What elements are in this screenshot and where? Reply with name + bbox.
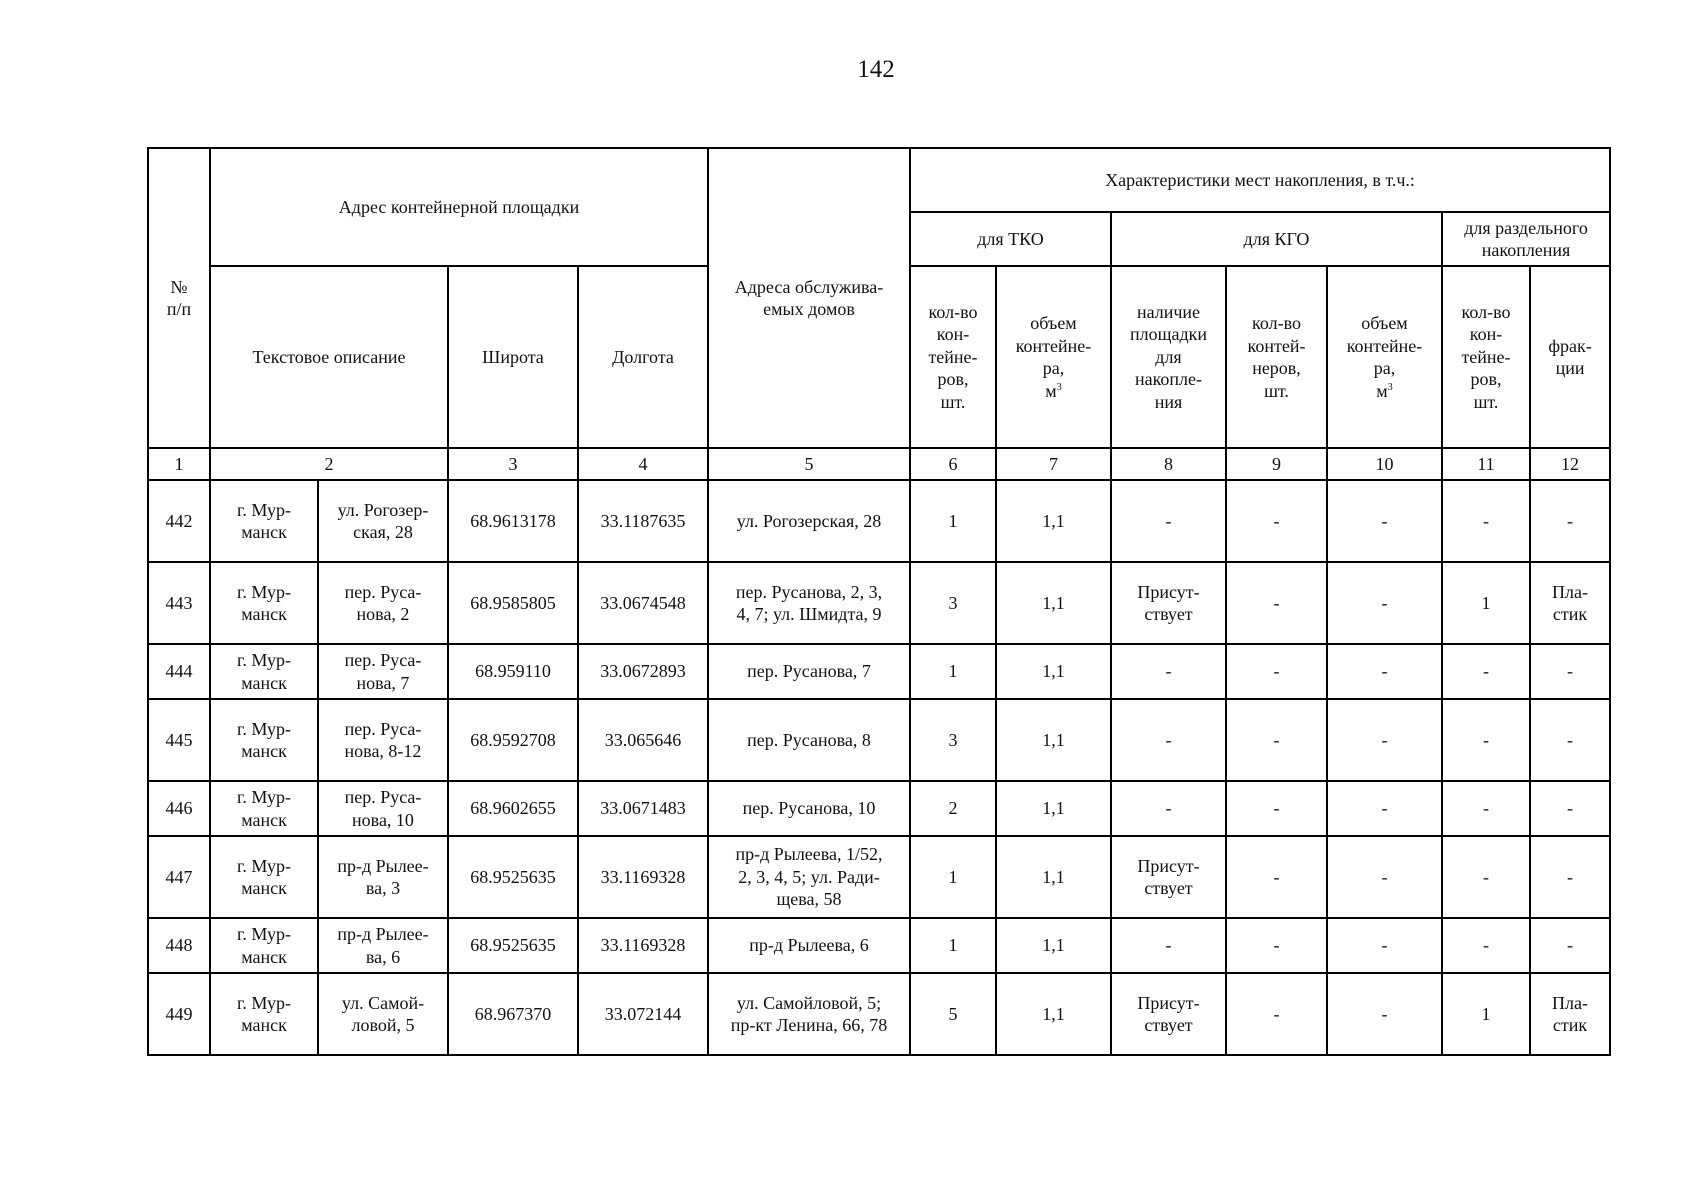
row-latitude: 68.9585805 — [448, 562, 578, 644]
row-kgo-count: - — [1226, 699, 1327, 781]
row-sep-fractions: - — [1530, 836, 1610, 918]
row-latitude: 68.9613178 — [448, 480, 578, 562]
column-number: 6 — [910, 448, 996, 480]
row-sep-fractions: Пла- стик — [1530, 973, 1610, 1055]
row-street: пер. Руса- нова, 8-12 — [318, 699, 448, 781]
row-number: 447 — [148, 836, 210, 918]
row-city: г. Мур- манск — [210, 973, 318, 1055]
row-longitude: 33.0672893 — [578, 644, 708, 699]
row-sep-count: - — [1442, 699, 1530, 781]
header-served-houses: Адреса обслужива- емых домов — [708, 148, 910, 448]
row-tko-volume: 1,1 — [996, 562, 1111, 644]
row-kgo-site: - — [1111, 781, 1226, 836]
table-row — [148, 836, 1610, 918]
row-sep-fractions: - — [1530, 480, 1610, 562]
row-tko-count: 1 — [910, 480, 996, 562]
row-sep-count: 1 — [1442, 562, 1530, 644]
row-kgo-site: Присут- ствует — [1111, 562, 1226, 644]
row-street: пер. Руса- нова, 7 — [318, 644, 448, 699]
header-address-group: Адрес контейнерной площадки — [210, 148, 708, 266]
row-tko-volume: 1,1 — [996, 836, 1111, 918]
header-kgo-volume-unit: 3 — [1387, 381, 1393, 393]
header-longitude: Долгота — [578, 266, 708, 448]
row-sep-count: - — [1442, 644, 1530, 699]
table-row — [148, 644, 1610, 699]
row-street: ул. Рогозер- ская, 28 — [318, 480, 448, 562]
header-tko-volume-label: объем контейне- ра, м — [1015, 313, 1092, 401]
row-city: г. Мур- манск — [210, 562, 318, 644]
table-header — [148, 148, 1610, 480]
container-sites-table — [147, 147, 1611, 1056]
row-sep-count: - — [1442, 836, 1530, 918]
column-number: 10 — [1327, 448, 1442, 480]
row-kgo-volume: - — [1327, 836, 1442, 918]
column-number: 8 — [1111, 448, 1226, 480]
column-number: 9 — [1226, 448, 1327, 480]
row-sep-count: - — [1442, 918, 1530, 973]
column-number: 5 — [708, 448, 910, 480]
row-sep-fractions: Пла- стик — [1530, 562, 1610, 644]
row-tko-volume: 1,1 — [996, 781, 1111, 836]
row-city: г. Мур- манск — [210, 918, 318, 973]
table-row — [148, 781, 1610, 836]
row-kgo-site: - — [1111, 918, 1226, 973]
row-latitude: 68.967370 — [448, 973, 578, 1055]
column-numbers-row — [148, 448, 1610, 480]
row-kgo-volume: - — [1327, 562, 1442, 644]
row-street: ул. Самой- ловой, 5 — [318, 973, 448, 1055]
row-tko-volume: 1,1 — [996, 644, 1111, 699]
header-tko-volume — [996, 266, 1111, 448]
table-row — [148, 699, 1610, 781]
row-kgo-count: - — [1226, 480, 1327, 562]
row-kgo-volume: - — [1327, 480, 1442, 562]
header-tko-volume-unit: 3 — [1056, 381, 1062, 393]
header-kgo-volume — [1327, 266, 1442, 448]
row-latitude: 68.959110 — [448, 644, 578, 699]
row-latitude: 68.9602655 — [448, 781, 578, 836]
header-kgo: для КГО — [1111, 212, 1442, 266]
table-row — [148, 480, 1610, 562]
row-kgo-count: - — [1226, 836, 1327, 918]
row-kgo-count: - — [1226, 562, 1327, 644]
row-number: 449 — [148, 973, 210, 1055]
row-kgo-volume: - — [1327, 918, 1442, 973]
row-tko-count: 5 — [910, 973, 996, 1055]
header-kgo-site: наличие площадки для накопле- ния — [1111, 266, 1226, 448]
table-row — [148, 918, 1610, 973]
column-number: 2 — [210, 448, 448, 480]
row-tko-count: 1 — [910, 836, 996, 918]
row-longitude: 33.0674548 — [578, 562, 708, 644]
row-street: пер. Руса- нова, 10 — [318, 781, 448, 836]
row-longitude: 33.072144 — [578, 973, 708, 1055]
table-row — [148, 562, 1610, 644]
column-number: 12 — [1530, 448, 1610, 480]
column-number: 11 — [1442, 448, 1530, 480]
row-kgo-count: - — [1226, 781, 1327, 836]
row-number: 445 — [148, 699, 210, 781]
row-tko-volume: 1,1 — [996, 480, 1111, 562]
row-street: пр-д Рылее- ва, 3 — [318, 836, 448, 918]
table-body — [148, 480, 1610, 1055]
header-sep-count: кол-во кон- тейне- ров, шт. — [1442, 266, 1530, 448]
row-sep-fractions: - — [1530, 644, 1610, 699]
header-latitude: Широта — [448, 266, 578, 448]
header-tko: для ТКО — [910, 212, 1111, 266]
row-sep-count: 1 — [1442, 973, 1530, 1055]
row-kgo-site: - — [1111, 644, 1226, 699]
row-kgo-site: - — [1111, 699, 1226, 781]
row-sep-fractions: - — [1530, 781, 1610, 836]
row-served-houses: пр-д Рылеева, 6 — [708, 918, 910, 973]
header-kgo-volume-label: объем контейне- ра, м — [1346, 313, 1423, 401]
row-tko-count: 3 — [910, 699, 996, 781]
row-sep-count: - — [1442, 781, 1530, 836]
header-text-description: Текстовое описание — [210, 266, 448, 448]
row-latitude: 68.9525635 — [448, 836, 578, 918]
header-sep-fractions: фрак- ции — [1530, 266, 1610, 448]
row-served-houses: ул. Рогозерская, 28 — [708, 480, 910, 562]
row-street: пер. Руса- нова, 2 — [318, 562, 448, 644]
row-longitude: 33.1187635 — [578, 480, 708, 562]
row-latitude: 68.9525635 — [448, 918, 578, 973]
row-number: 444 — [148, 644, 210, 699]
row-served-houses: пер. Русанова, 2, 3, 4, 7; ул. Шмидта, 9 — [708, 562, 910, 644]
row-kgo-count: - — [1226, 644, 1327, 699]
row-kgo-count: - — [1226, 973, 1327, 1055]
row-sep-count: - — [1442, 480, 1530, 562]
row-tko-count: 1 — [910, 644, 996, 699]
row-tko-count: 1 — [910, 918, 996, 973]
row-number: 448 — [148, 918, 210, 973]
row-kgo-volume: - — [1327, 699, 1442, 781]
row-served-houses: пер. Русанова, 7 — [708, 644, 910, 699]
row-kgo-volume: - — [1327, 973, 1442, 1055]
row-served-houses: пер. Русанова, 8 — [708, 699, 910, 781]
row-city: г. Мур- манск — [210, 480, 318, 562]
header-num: № п/п — [148, 148, 210, 448]
row-latitude: 68.9592708 — [448, 699, 578, 781]
column-number: 7 — [996, 448, 1111, 480]
row-tko-volume: 1,1 — [996, 918, 1111, 973]
row-kgo-volume: - — [1327, 644, 1442, 699]
row-number: 443 — [148, 562, 210, 644]
column-number: 3 — [448, 448, 578, 480]
header-kgo-count: кол-во контей- неров, шт. — [1226, 266, 1327, 448]
row-longitude: 33.1169328 — [578, 836, 708, 918]
row-kgo-volume: - — [1327, 781, 1442, 836]
row-city: г. Мур- манск — [210, 644, 318, 699]
page-number: 142 — [857, 56, 895, 83]
row-number: 442 — [148, 480, 210, 562]
column-number: 4 — [578, 448, 708, 480]
row-kgo-site: Присут- ствует — [1111, 973, 1226, 1055]
row-city: г. Мур- манск — [210, 836, 318, 918]
row-tko-count: 3 — [910, 562, 996, 644]
row-kgo-count: - — [1226, 918, 1327, 973]
row-city: г. Мур- манск — [210, 781, 318, 836]
table-row — [148, 973, 1610, 1055]
row-longitude: 33.0671483 — [578, 781, 708, 836]
row-tko-volume: 1,1 — [996, 699, 1111, 781]
header-tko-count: кол-во кон- тейне- ров, шт. — [910, 266, 996, 448]
header-characteristics: Характеристики мест накопления, в т.ч.: — [910, 148, 1610, 212]
row-sep-fractions: - — [1530, 699, 1610, 781]
column-number: 1 — [148, 448, 210, 480]
row-tko-volume: 1,1 — [996, 973, 1111, 1055]
row-sep-fractions: - — [1530, 918, 1610, 973]
row-tko-count: 2 — [910, 781, 996, 836]
row-served-houses: пр-д Рылеева, 1/52, 2, 3, 4, 5; ул. Ради- щева, 58 — [708, 836, 910, 918]
row-longitude: 33.1169328 — [578, 918, 708, 973]
row-city: г. Мур- манск — [210, 699, 318, 781]
row-street: пр-д Рылее- ва, 6 — [318, 918, 448, 973]
header-separate: для раздельного накопления — [1442, 212, 1610, 266]
row-number: 446 — [148, 781, 210, 836]
row-kgo-site: - — [1111, 480, 1226, 562]
row-served-houses: ул. Самойловой, 5; пр-кт Ленина, 66, 78 — [708, 973, 910, 1055]
row-kgo-site: Присут- ствует — [1111, 836, 1226, 918]
row-longitude: 33.065646 — [578, 699, 708, 781]
row-served-houses: пер. Русанова, 10 — [708, 781, 910, 836]
